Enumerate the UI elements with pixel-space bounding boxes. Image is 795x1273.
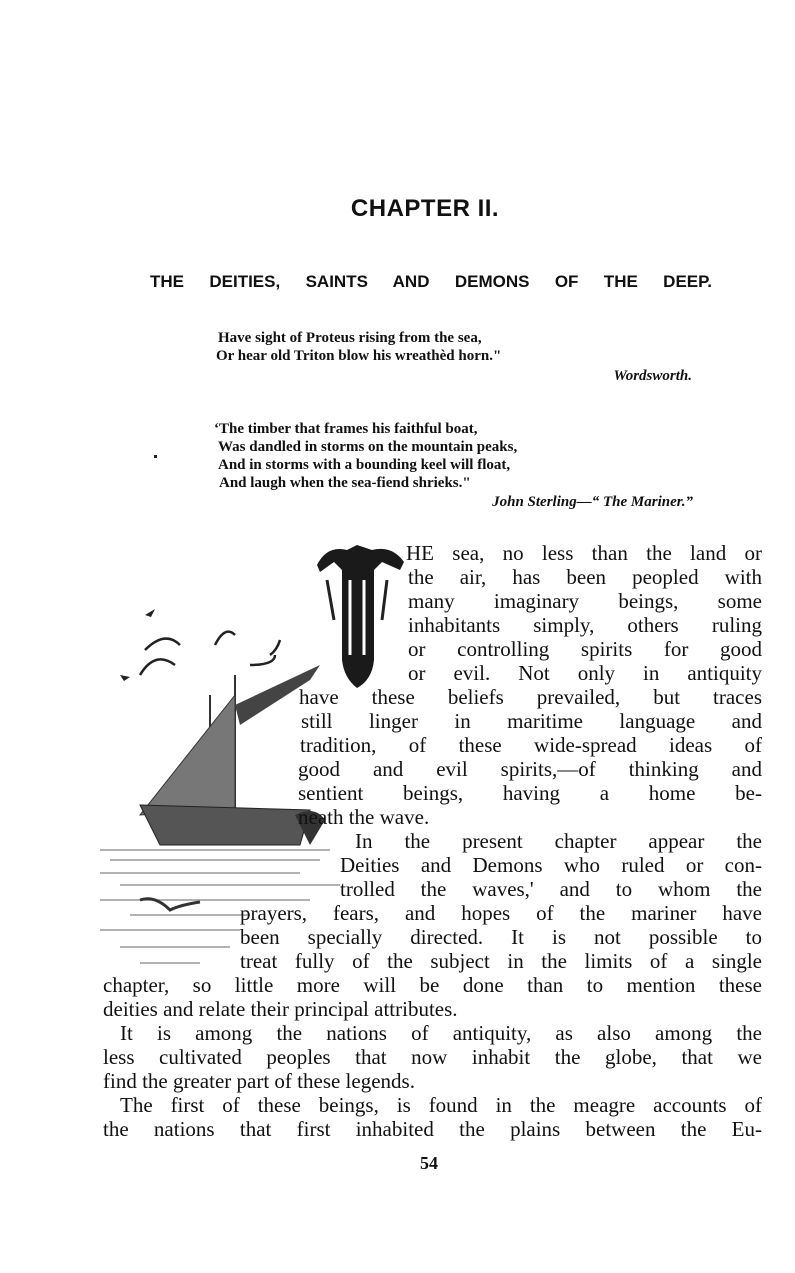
page-number: 54: [420, 1153, 438, 1173]
body-line: treat fully of the subject in the limits of a single: [240, 949, 762, 973]
epigraph-attribution: Wordsworth.: [613, 368, 692, 384]
epigraph-line: Or hear old Triton blow his wreathèd horn.": [216, 348, 502, 364]
body-line: neath the wave.: [298, 805, 430, 829]
body-line: been specially directed. It is not possible to: [240, 925, 762, 949]
body-line: have these beliefs prevailed, but traces: [299, 685, 762, 709]
chapter-title: CHAPTER II.: [350, 195, 500, 222]
epigraph-line: Was dandled in storms on the mountain peaks,: [218, 439, 518, 455]
body-line: prayers, fears, and hopes of the mariner have: [240, 901, 762, 925]
epigraph-attribution: John Sterling—“ The Mariner.”: [492, 494, 693, 510]
body-line: many imaginary beings, some: [408, 589, 762, 613]
body-line: It is among the nations of antiquity, as also among the: [120, 1021, 762, 1045]
chapter-subtitle: THE DEITIES, SAINTS AND DEMONS OF THE DEEP.: [150, 272, 712, 291]
body-line: The first of these beings, is found in the meagre accounts of: [120, 1093, 762, 1117]
body-line: less cultivated peoples that now inhabit the globe, that we: [103, 1045, 762, 1069]
epigraph-line: ‘The timber that frames his faithful boat,: [214, 421, 478, 437]
body-line: sentient beings, having a home be-: [298, 781, 762, 805]
body-line: the nations that first inhabited the plains between the Eu-: [103, 1117, 762, 1141]
speck: [154, 455, 157, 458]
body-line: trolled the waves,' and to whom the: [340, 877, 762, 901]
epigraph-line: Have sight of Proteus rising from the sea,: [218, 330, 482, 346]
body-line: Deities and Demons who ruled or con-: [340, 853, 762, 877]
body-line: still linger in maritime language and: [301, 709, 762, 733]
body-line: chapter, so little more will be done than to mention these: [103, 973, 762, 997]
body-line: good and evil spirits,—of thinking and: [298, 757, 762, 781]
body-line: inhabitants simply, others ruling: [408, 613, 762, 637]
body-line: deities and relate their principal attributes.: [103, 997, 458, 1021]
epigraph-line: And laugh when the sea-fiend shrieks.": [219, 475, 471, 491]
body-line: find the greater part of these legends.: [103, 1069, 415, 1093]
body-line: the air, has been peopled with: [408, 565, 762, 589]
body-line: or evil. Not only in antiquity: [408, 661, 762, 685]
body-line: tradition, of these wide-spread ideas of: [300, 733, 762, 757]
epigraph-line: And in storms with a bounding keel will float,: [218, 457, 511, 473]
body-line: or controlling spirits for good: [408, 637, 762, 661]
body-line: HE sea, no less than the land or: [406, 541, 762, 565]
body-line: In the present chapter appear the: [355, 829, 762, 853]
